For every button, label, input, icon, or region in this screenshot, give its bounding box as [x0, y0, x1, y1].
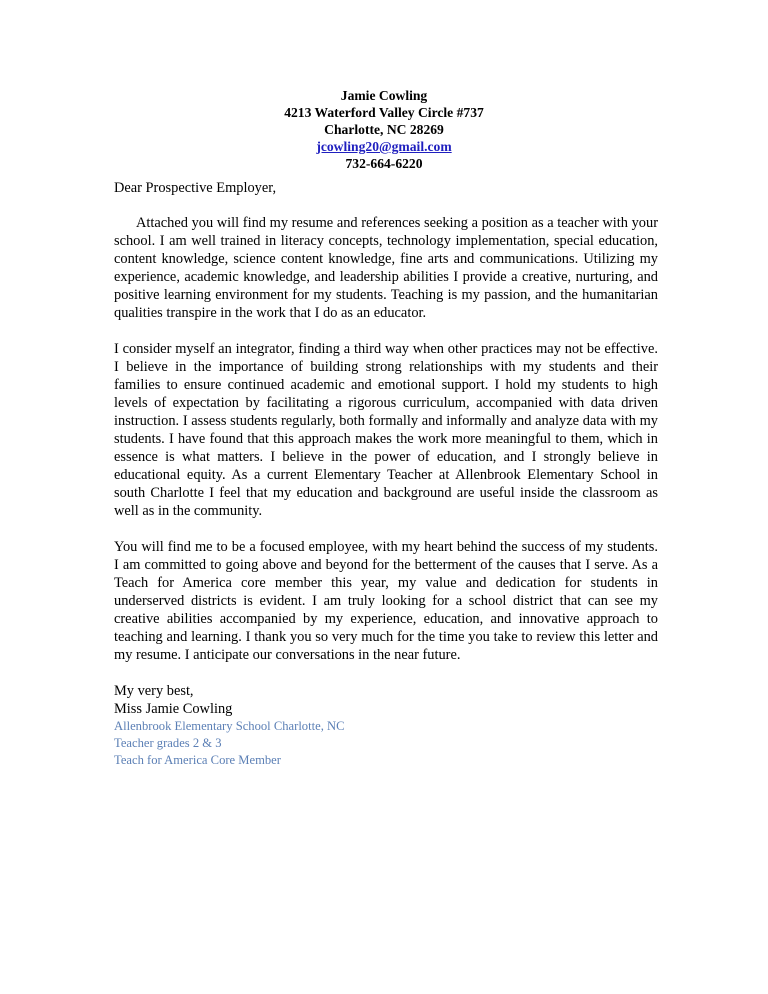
sender-phone: 732-664-6220 [345, 156, 423, 171]
salutation: Dear Prospective Employer, [114, 180, 277, 196]
closing: My very best, [114, 683, 194, 699]
paragraph-3: You will find me to be a focused employee, with my heart behind the success of my students. I am committed to going above and beyond for the betterment of the causes that I serve. As a Teach for America core member this year, my value and dedication for students in underserved districts is evident. I am truly looking for a school district that can see my creative abilities accompanied by my experience, education, and innovative approach to teaching and learning. I thank you so very much for the time you take to review this letter and my resume. I anticipate our conversations in the near future. [114, 539, 658, 663]
sender-email-link[interactable]: jcowling20@gmail.com [316, 139, 452, 154]
signature-grades: Teacher grades 2 & 3 [114, 736, 222, 750]
signature-name: Miss Jamie Cowling [114, 701, 233, 717]
sender-address: 4213 Waterford Valley Circle #737 [284, 105, 484, 120]
signature-school: Allenbrook Elementary School Charlotte, NC [114, 719, 345, 733]
letter-body [114, 179, 658, 769]
paragraph-2: I consider myself an integrator, finding a third way when other practices may not be effective. I believe in the importance of building strong relationships with my students and their families to ensure continued academic and emotional support. I hold my students to high levels of expectation by facilitating a rigorous curriculum, accompanied with data driven instruction. I assess students regularly, both formally and informally and analyze data with my students. I have found that this approach makes the work more meaningful to them, which in essence is what matters. I believe in the power of education, and I strongly believe in educational equity. As a current Elementary Teacher at Allenbrook Elementary School in south Charlotte I feel that my education and background are useful inside the classroom as well as in the community. [114, 341, 658, 519]
sender-name: Jamie Cowling [340, 88, 428, 103]
letterhead [0, 87, 768, 172]
signature-program: Teach for America Core Member [114, 753, 281, 767]
sender-city-state-zip: Charlotte, NC 28269 [324, 122, 444, 137]
paragraph-1: Attached you will find my resume and references seeking a position as a teacher with your school. I am well trained in literacy concepts, technology implementation, special education, content knowledge, science content knowledge, fine arts and communications. Utilizing my experience, academic knowledge, and leadership abilities I provide a creative, nurturing, and positive learning environment for my students. Teaching is my passion, and the humanitarian qualities transpire in the work that I do as an educator. [114, 215, 658, 321]
